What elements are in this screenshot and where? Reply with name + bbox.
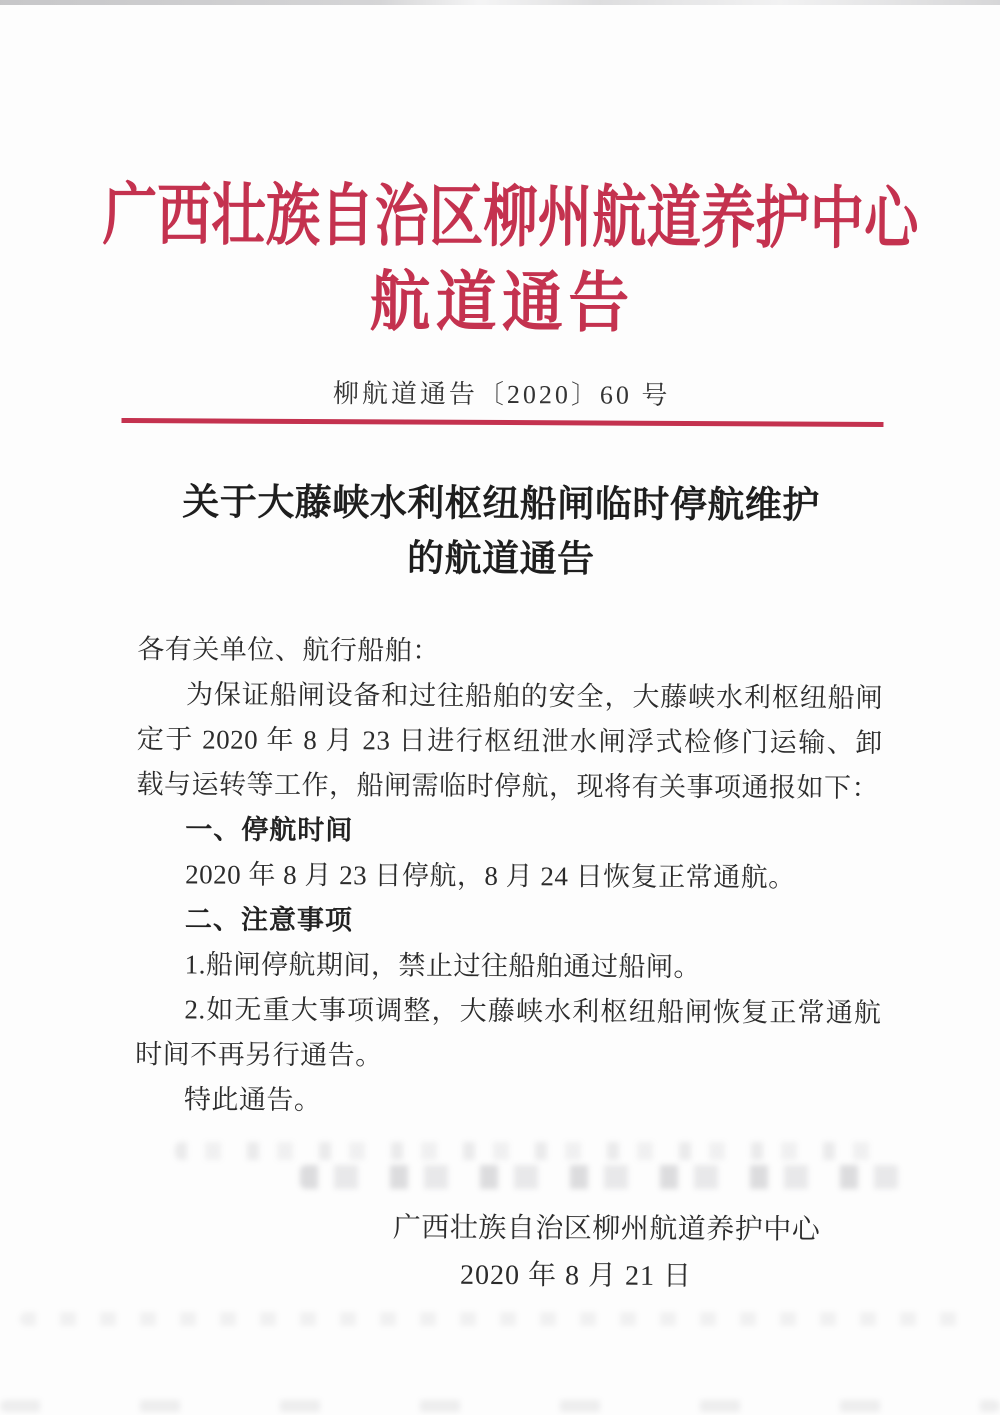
salutation: 各有关单位、航行船舶： [137,633,440,666]
paragraph-suspension-time: 2020 年 8 月 23 日停航，8 月 24 日恢复正常通航。 [185,859,796,893]
signature-org-name: 广西壮族自治区柳州航道养护中心 [392,1212,821,1246]
notice-body [135,627,884,1126]
closing-line: 特此通告。 [183,1084,322,1115]
document-number: 柳航道通告〔2020〕60 号 [332,378,671,410]
signature-date: 2020 年 8 月 21 日 [459,1259,693,1292]
paragraph-note-1: 1.船闸停航期间，禁止过往船舶通过船闸。 [184,949,701,982]
section-heading-suspension-time: 一、停航时间 [185,814,354,845]
paragraph-note-2: 2.如无重大事项调整，大藤峡水利枢纽船闸恢复正常通航时间不再另行通告。 [135,994,882,1071]
section-heading-notes: 二、注意事项 [184,904,353,935]
notice-title-line1: 关于大藤峡水利枢纽船闸临时停航维护 [182,482,820,527]
paragraph-intro: 为保证船闸设备和过往船舶的安全，大藤峡水利枢纽船闸定于 2020 年 8 月 23 日进行枢纽泄水闸浮式检修门运输、卸载与运转等工作，船闸需临时停航，现将有关事项通报如下： [136,679,884,803]
letterhead-notice-type: 航道通告 [369,266,635,342]
signature-block [0,1203,997,1300]
letterhead-org-name: 广西壮族自治区柳州航道养护中心 [102,176,919,258]
notice-title-line2: 的航道通告 [406,538,595,581]
notice-title [1,474,1000,589]
red-divider-rule [121,418,883,427]
